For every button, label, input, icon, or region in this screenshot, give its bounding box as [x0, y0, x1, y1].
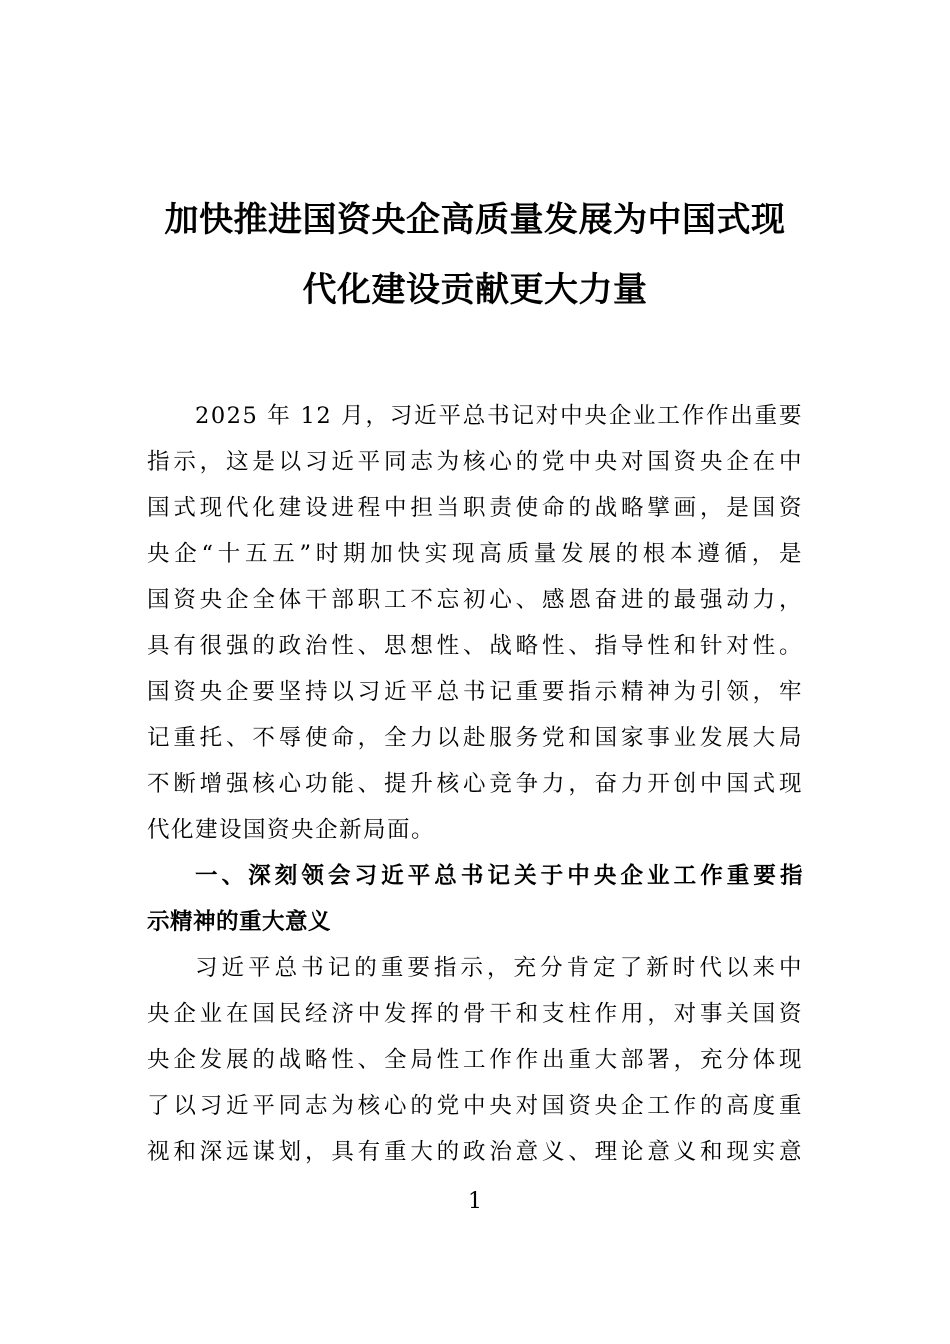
- paragraph-2-line: 视和深远谋划，具有重大的政治意义、理论意义和现实意: [147, 1139, 803, 1165]
- section-heading-line: 一、深刻领会习近平总书记关于中央企业工作重要指: [195, 863, 803, 889]
- paragraph-2-line: 央企业在国民经济中发挥的骨干和支柱作用，对事关国资: [147, 1001, 803, 1027]
- paragraph-1-line: 国资央企要坚持以习近平总书记重要指示精神为引领，牢: [147, 679, 803, 705]
- document-title-line-1: 加快推进国资央企高质量发展为中国式现: [164, 200, 786, 240]
- paragraph-2-line: 习近平总书记的重要指示，充分肯定了新时代以来中: [195, 955, 803, 981]
- paragraph-1-line: 国式现代化建设进程中担当职责使命的战略擘画，是国资: [147, 495, 803, 521]
- paragraph-1-line: 央企“十五五”时期加快实现高质量发展的根本遵循，是: [147, 541, 803, 567]
- paragraph-2-line: 央企发展的战略性、全局性工作作出重大部署，充分体现: [147, 1047, 803, 1073]
- paragraph-1-line: 代化建设国资央企新局面。: [147, 817, 436, 843]
- paragraph-1-line: 记重托、不辱使命，全力以赴服务党和国家事业发展大局: [147, 725, 803, 751]
- paragraph-1-line: 国资央企全体干部职工不忘初心、感恩奋进的最强动力，: [147, 587, 803, 613]
- paragraph-1-line: 指示，这是以习近平同志为核心的党中央对国资央企在中: [147, 449, 803, 475]
- paragraph-1-line: 2025 年 12 月，习近平总书记对中央企业工作作出重要: [195, 403, 803, 429]
- document-title-line-2: 代化建设贡献更大力量: [302, 270, 648, 310]
- paragraph-1-line: 具有很强的政治性、思想性、战略性、指导性和针对性。: [147, 633, 803, 659]
- paragraph-1-line: 不断增强核心功能、提升核心竞争力，奋力开创中国式现: [147, 771, 803, 797]
- section-heading-line: 示精神的重大意义: [147, 909, 332, 935]
- paragraph-2-line: 了以习近平同志为核心的党中央对国资央企工作的高度重: [147, 1093, 803, 1119]
- page-number: 1: [468, 1189, 482, 1214]
